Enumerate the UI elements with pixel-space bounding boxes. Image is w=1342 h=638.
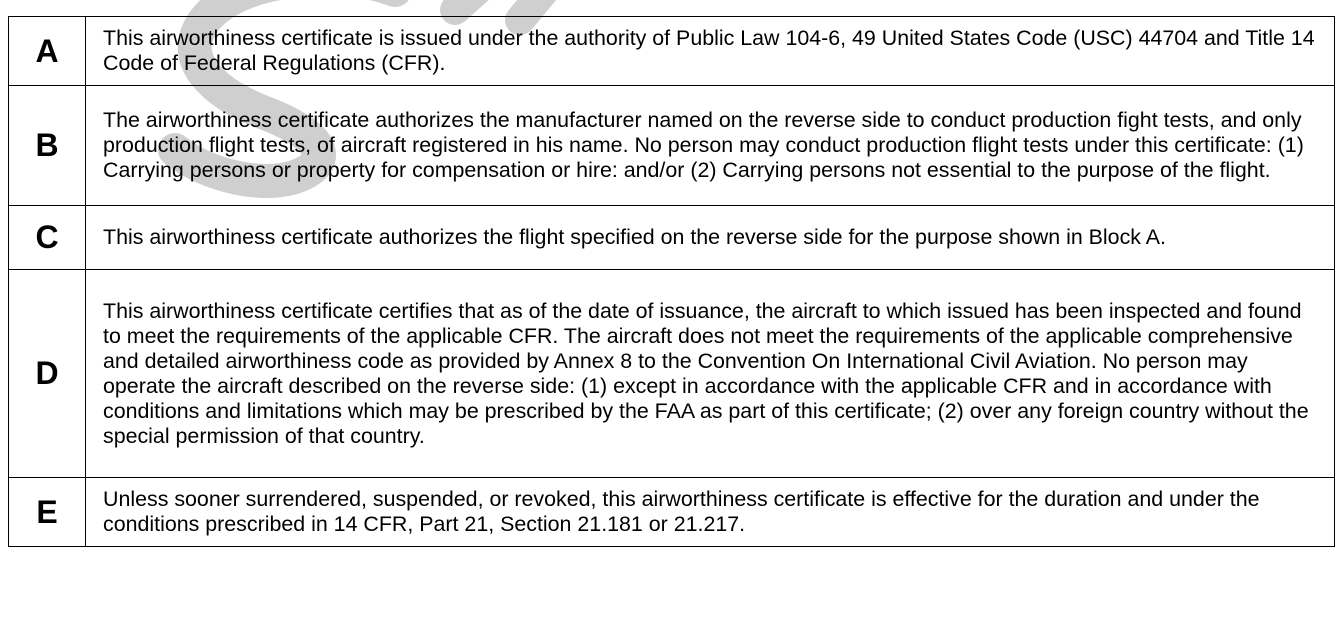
block-letter-cell: B	[9, 86, 86, 206]
table-row	[9, 86, 1335, 206]
block-description-cell: This airworthiness certificate is issued under the authority of Public Law 104-6, 49 United States Code (USC) 44704 and Title 14 Code of Federal Regulations (CFR).	[86, 17, 1335, 86]
block-letter-cell: D	[9, 270, 86, 478]
airworthiness-certificate-table	[8, 16, 1335, 547]
block-description-cell: Unless sooner surrendered, suspended, or revoked, this airworthiness certificate is effective for the duration and under the conditions prescribed in 14 CFR, Part 21, Section 21.181 or 21.217.	[86, 478, 1335, 547]
table-row	[9, 206, 1335, 270]
block-description-cell: This airworthiness certificate authorizes the flight specified on the reverse side for the purpose shown in Block A.	[86, 206, 1335, 270]
block-description-cell: This airworthiness certificate certifies that as of the date of issuance, the aircraft to which issued has been inspected and found to meet the requirements of the applicable CFR. The aircraft does not meet the requirements of the applicable comprehensive and detailed airworthiness code as provided by Annex 8 to the Convention On International Civil Aviation. No person may operate the aircraft described on the reverse side: (1) except in accordance with the applicable CFR and in accordance with conditions and limitations which may be prescribed by the FAA as part of this certificate; (2) over any foreign country without the special permission of that country.	[86, 270, 1335, 478]
table-row	[9, 478, 1335, 547]
block-letter-cell: A	[9, 17, 86, 86]
table-row	[9, 270, 1335, 478]
block-letter-cell: E	[9, 478, 86, 547]
block-description-cell: The airworthiness certificate authorizes the manufacturer named on the reverse side to conduct production fight tests, and only production flight tests, of aircraft registered in his name. No person may conduct production flight tests under this certificate: (1) Carrying persons or property for compensation or hire: and/or (2) Carrying persons not essential to the purpose of the flight.	[86, 86, 1335, 206]
block-letter-cell: C	[9, 206, 86, 270]
table-row	[9, 17, 1335, 86]
